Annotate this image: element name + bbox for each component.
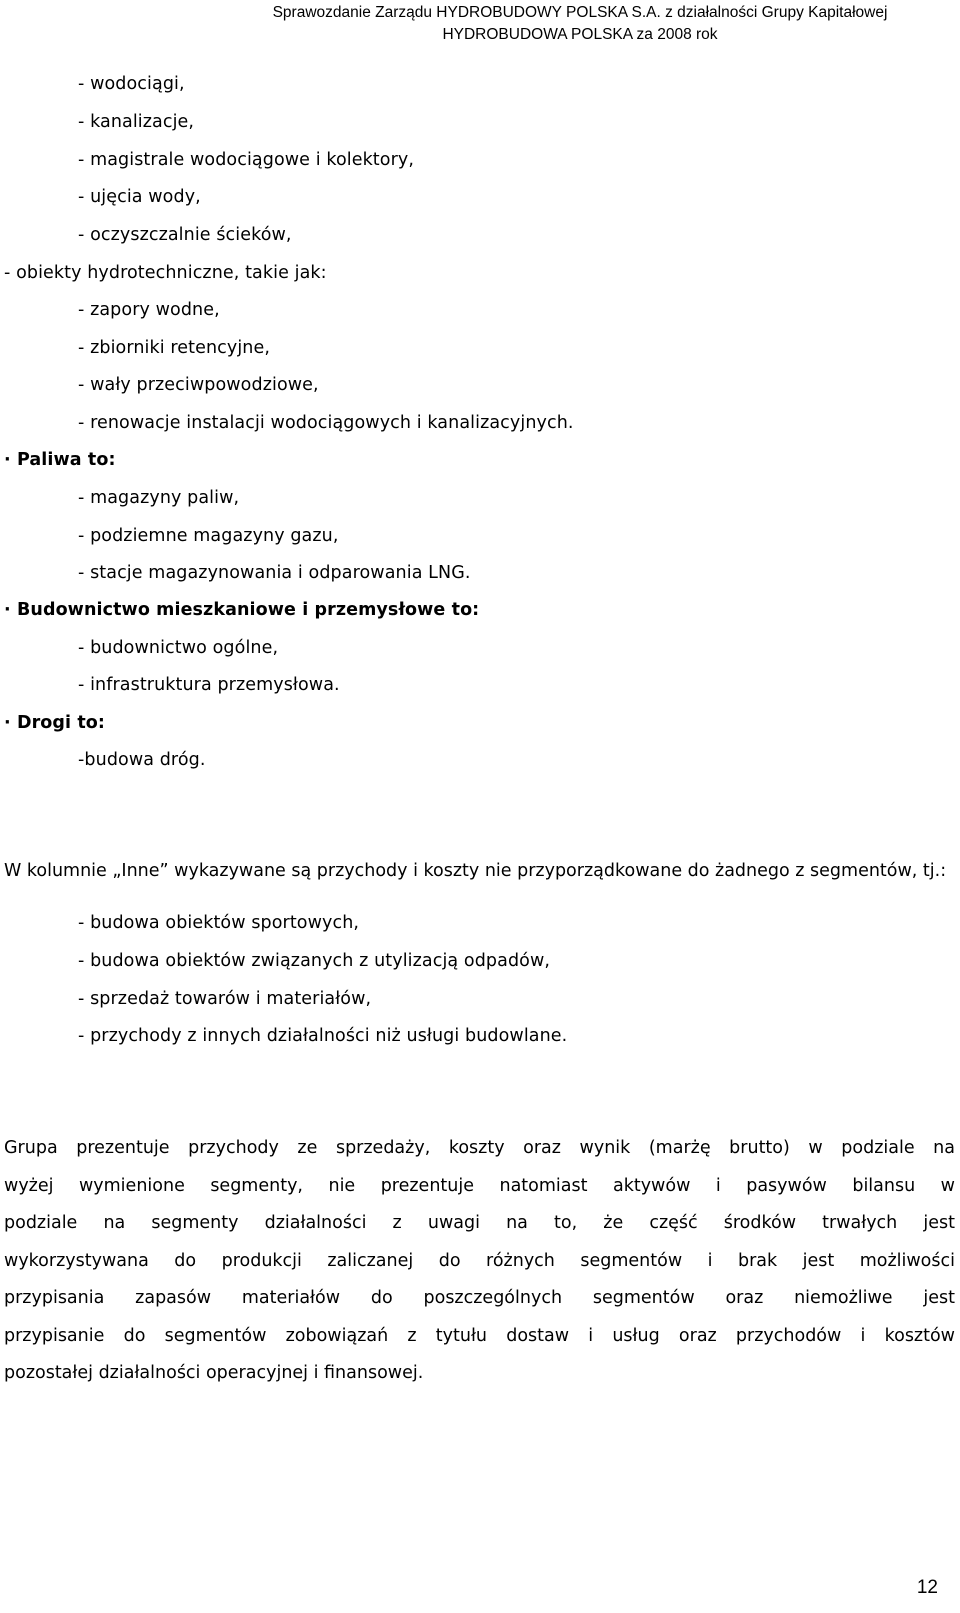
list-item: - budownictwo ogólne, (78, 638, 279, 658)
header-line-1: Sprawozdanie Zarządu HYDROBUDOWY POLSKA S.A. z działalności Grupy Kapitałowej (272, 4, 888, 21)
list-item: - magistrale wodociągowe i kolektory, (78, 150, 414, 170)
page-header (220, 2, 940, 46)
hydro-heading: - obiekty hydrotechniczne, takie jak: (4, 263, 327, 283)
paragraph-line: Grupa prezentuje przychody ze sprzedaży, koszty oraz wynik (marżę brutto) w podziale na (4, 1138, 955, 1158)
list-item: - stacje magazynowania i odparowania LNG. (78, 563, 471, 583)
list-item: - podziemne magazyny gazu, (78, 526, 339, 546)
paragraph-line: przypisanie do segmentów zobowiązań z tytułu dostaw i usług oraz przychodów i kosztów (4, 1326, 955, 1346)
paragraph-line: podziale na segmenty działalności z uwagi na to, że część środków trwałych jest (4, 1213, 955, 1233)
list-item: - oczyszczalnie ścieków, (78, 225, 292, 245)
page-number: 12 (916, 1577, 938, 1598)
inne-paragraph: W kolumnie „Inne” wykazywane są przychody i koszty nie przyporządkowane do żadnego z segmentów, tj.: (4, 861, 947, 881)
paragraph-line: przypisania zapasów materiałów do poszczególnych segmentów oraz niemożliwe jest (4, 1288, 955, 1308)
paragraph-line: wykorzystywana do produkcji zaliczanej do różnych segmentów i brak jest możliwości (4, 1251, 955, 1271)
paliwa-heading: · Paliwa to: (4, 450, 116, 470)
header-line-2: HYDROBUDOWA POLSKA za 2008 rok (442, 26, 718, 43)
paragraph-line: wyżej wymienione segmenty, nie prezentuje natomiast aktywów i pasywów bilansu w (4, 1176, 955, 1196)
list-item: - wały przeciwpowodziowe, (78, 375, 319, 395)
list-item: - kanalizacje, (78, 112, 195, 132)
list-item: - wodociągi, (78, 74, 185, 94)
paragraph-line: pozostałej działalności operacyjnej i finansowej. (4, 1363, 424, 1383)
list-item: - przychody z innych działalności niż usługi budowlane. (78, 1026, 568, 1046)
list-item: -budowa dróg. (78, 750, 206, 770)
list-item: - zbiorniki retencyjne, (78, 338, 270, 358)
budownictwo-heading: · Budownictwo mieszkaniowe i przemysłowe to: (4, 600, 480, 620)
drogi-heading: · Drogi to: (4, 713, 106, 733)
list-item: - budowa obiektów sportowych, (78, 913, 360, 933)
list-item: - budowa obiektów związanych z utylizacją odpadów, (78, 951, 551, 971)
list-item: - infrastruktura przemysłowa. (78, 675, 340, 695)
list-item: - renowacje instalacji wodociągowych i kanalizacyjnych. (78, 413, 574, 433)
list-item: - zapory wodne, (78, 300, 220, 320)
list-item: - magazyny paliw, (78, 488, 240, 508)
list-item: - ujęcia wody, (78, 187, 201, 207)
list-item: - sprzedaż towarów i materiałów, (78, 989, 372, 1009)
